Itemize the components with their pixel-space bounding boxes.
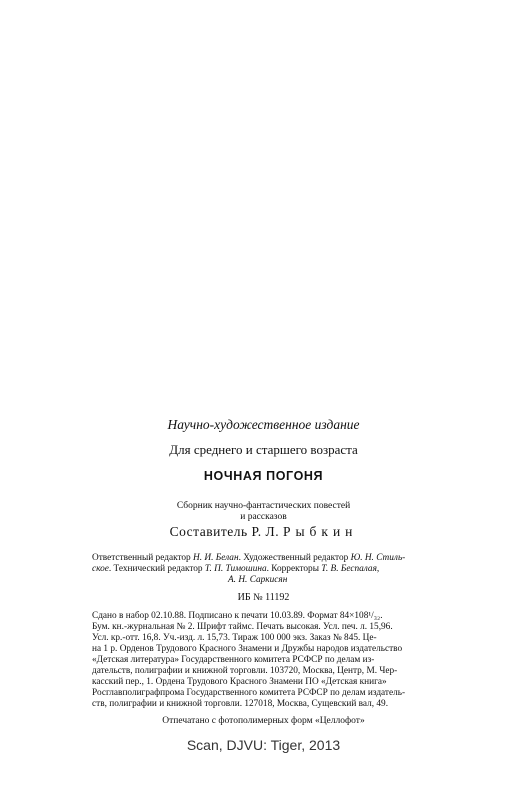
imprint-line: касский пер., 1. Ордена Трудового Красного Знамени ПО «Детская книга» (92, 677, 387, 687)
editors-line: ское. Технический редактор Т. П. Тимошина. Корректоры Т. В. Беспалая, (92, 564, 380, 574)
target-audience: Для среднего и старшего возраста (169, 442, 358, 457)
editors-line: Ответственный редактор Н. И. Белан. Художественный редактор Ю. Н. Стиль- (92, 553, 406, 563)
imprint-line: Бум. кн.-журнальная № 2. Шрифт таймс. Печать высокая. Усл. печ. л. 15,96. (92, 622, 393, 632)
imprint-line: «Детская литература» Государственного комитета РСФСР по делам из- (92, 655, 375, 665)
publication-genre: Научно-художественное издание (167, 417, 360, 432)
printing-note: Отпечатано с фотополимерных форм «Целлофот» (162, 716, 365, 726)
imprint-details (92, 611, 442, 710)
compiler-label: Составитель Р. Л. (169, 524, 280, 539)
imprint-line: Усл. кр.-отт. 16,8. Уч.-изд. л. 15,73. Тираж 100 000 экз. Заказ № 845. Це- (92, 633, 377, 643)
imprint-line: Росглавполиграфпрома Государственного комитета РСФСР по делам издатель- (92, 688, 406, 698)
book-subtitle-line1: Сборник научно-фантастических повестей (176, 501, 351, 511)
book-subtitle-line2: и рассказов (240, 512, 287, 522)
imprint-line: ств, полиграфии и книжной торговли. 127018, Москва, Сущевский вал, 49. (92, 699, 389, 709)
editors-line: А. Н. Саркисян (228, 575, 288, 585)
imprint-line: дательств, полиграфии и книжной торговли. 103720, Москва, Центр, М. Чер- (92, 666, 398, 676)
compiler-name: Рыбкин (282, 524, 358, 539)
compiler-credit (0, 524, 527, 540)
ib-number: ИБ № 11192 (237, 592, 290, 603)
scan-credit: Scan, DJVU: Tiger, 2013 (186, 737, 341, 753)
editors-credits (92, 553, 442, 586)
imprint-line: Сдано в набор 02.10.88. Подписано к печати 10.03.89. Формат 84×108¹/₃₂. (92, 611, 383, 621)
book-title: НОЧНАЯ ПОГОНЯ (203, 469, 324, 483)
imprint-line: на 1 р. Орденов Трудового Красного Знамени и Дружбы народов издательство (92, 644, 403, 654)
